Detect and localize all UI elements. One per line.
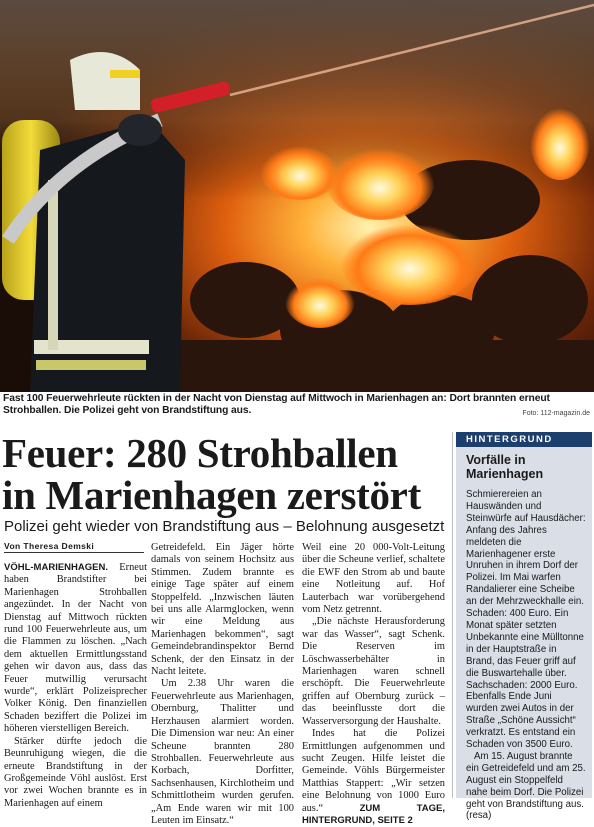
sidebar-tag: HINTERGRUND bbox=[456, 432, 592, 447]
sidebar-paragraph-1: Schmierereien an Hauswänden und Steinwürfe auf Hausdächer: Anfang des Jahres meldeten die Marienhagener erste Unruhen in ihrem Dorf der Polizei. Im Mai warfen Randalierer eine Scheibe an der Mehrzweckhalle ein. Schaden: 400 Euro. Ein Monat später setzten Unbekannte eine Mülltonne in der Hauptstraße in Brand, das Feuer griff auf die Buswartehalle über. Sachschaden: 2000 Euro. Ebenfalls Ende Juni wurden zwei Autos in der Straße „Schöne Aussicht“ verkratzt. Es entstand ein Schaden von 3500 Euro. bbox=[466, 489, 586, 751]
headline-line-1: Feuer: 280 Strohballen bbox=[2, 430, 398, 476]
article-dateline: VÖHL-MARIENHAGEN. bbox=[4, 562, 108, 573]
article-column-1 bbox=[4, 562, 147, 810]
col2-paragraph-2: Um 2.38 Uhr waren die Feuerwehrleute aus Marienhagen, Obernburg, Thalitter und Herzhausen alarmiert worden. Die Dimension war neu: An einer Scheune brannten 280 Strohballen. Feuerwehrleute aus Korbach, Dorfitter, Sachsenhausen, Kirchlotheim und Schmittlotheim wurden gerufen. „Am Ende waren wir mit 100 Leuten im Einsatz.“ bbox=[151, 678, 294, 826]
cross-reference: ZUM TAGE, HINTERGRUND, SEITE 2 bbox=[302, 802, 445, 826]
sidebar-title: Vorfälle in Marienhagen bbox=[466, 453, 544, 481]
article-column-2 bbox=[151, 542, 294, 827]
background-sidebar bbox=[456, 432, 592, 822]
photo-caption: Fast 100 Feuerwehrleute rückten in der Nacht von Dienstag auf Mittwoch in Marienhagen an: Dort brannten erneut Strohballen. Die Polizei geht von Brandstiftung aus. bbox=[3, 393, 550, 416]
col2-paragraph-1: Getreidefeld. Ein Jäger hörte damals von seinem Hochsitz aus Stimmen. Zudem brannte es einige Tage später auf einem Stoppelfeld. „Inzwischen läuten bei uns alle Alarmglocken, wenn wir eine Meldung aus Marienhagen bekommen“, sagt Gemeindebrandinspektor Bernd Schenk, der den Einsatz in der Nacht leitete. bbox=[151, 542, 294, 678]
col1-paragraph-2: Stärker dürfte jedoch die Beunruhigung wiegen, die die erneute Brandstiftung in der Großgemeinde Vöhl auslöst. Erst vor zwei Wochen brannte es in Marienhagen auf einem bbox=[4, 735, 147, 809]
col1-paragraph-1: Erneut haben Brandstifter bei Marienhagen Strohballen angezündet. In der Nacht von Dienstag auf Mittwoch rückten rund 100 Feuerwehrleute aus, um die Flammen zu löschen. „Nach dem aktuellen Ermittlungsstand gehen wir davon aus, dass das Feuer mutwillig verursacht wurde“, erklärt Polizeisprecher Volker König. Den finanziellen Schaden beziffert die Polizei im höheren vierstelligen Bereich. bbox=[4, 562, 147, 735]
col3-paragraph-3-text: Indes hat die Polizei Ermittlungen aufgenommen und sucht Zeugen. Hilfe leistet die Gemeinde. Vöhls Bürgermeister Matthias Stappert: „Wir setzen eine Belohnung von 1000 Euro aus.“ bbox=[302, 728, 445, 814]
col3-paragraph-2: „Die nächste Herausforderung war das Wasser“, sagt Schenk. Die Reserven im Löschwasserbehälter in Marienhagen waren schnell erschöpft. Die Feuerwehrleute griffen auf Obernburg zurück – das beeinflusste dort die Wasserversorgung der Haushalte. bbox=[302, 616, 445, 727]
photo-credit: Foto: 112-magazin.de bbox=[522, 410, 590, 417]
article-headline bbox=[2, 432, 452, 516]
headline-line-2: in Marienhagen zerstört bbox=[2, 472, 421, 518]
column-divider bbox=[452, 432, 453, 798]
col3-paragraph-1: Weil eine 20 000-Volt-Leitung über die Scheune verlief, schaltete die EWF den Strom ab und baute eine Notleitung auf. Hof Lauterbach war vorübergehend vom Netz getrennt. bbox=[302, 542, 445, 616]
fire-photo bbox=[0, 0, 594, 392]
col3-paragraph-3 bbox=[302, 728, 445, 827]
sidebar-paragraph-2: Am 15. August brannte ein Getreidefeld und am 25. August ein Stoppelfeld nahe beim Dorf. Die Polizei geht von Brandstiftung aus. (resa) bbox=[466, 750, 586, 822]
article-byline: Von Theresa Demski bbox=[4, 541, 144, 553]
fire-scene-illustration bbox=[0, 0, 594, 392]
sidebar-body bbox=[456, 485, 592, 822]
article-subhead: Polizei geht wieder von Brandstiftung aus – Belohnung ausgesetzt bbox=[4, 518, 445, 535]
article-column-3 bbox=[302, 542, 445, 827]
